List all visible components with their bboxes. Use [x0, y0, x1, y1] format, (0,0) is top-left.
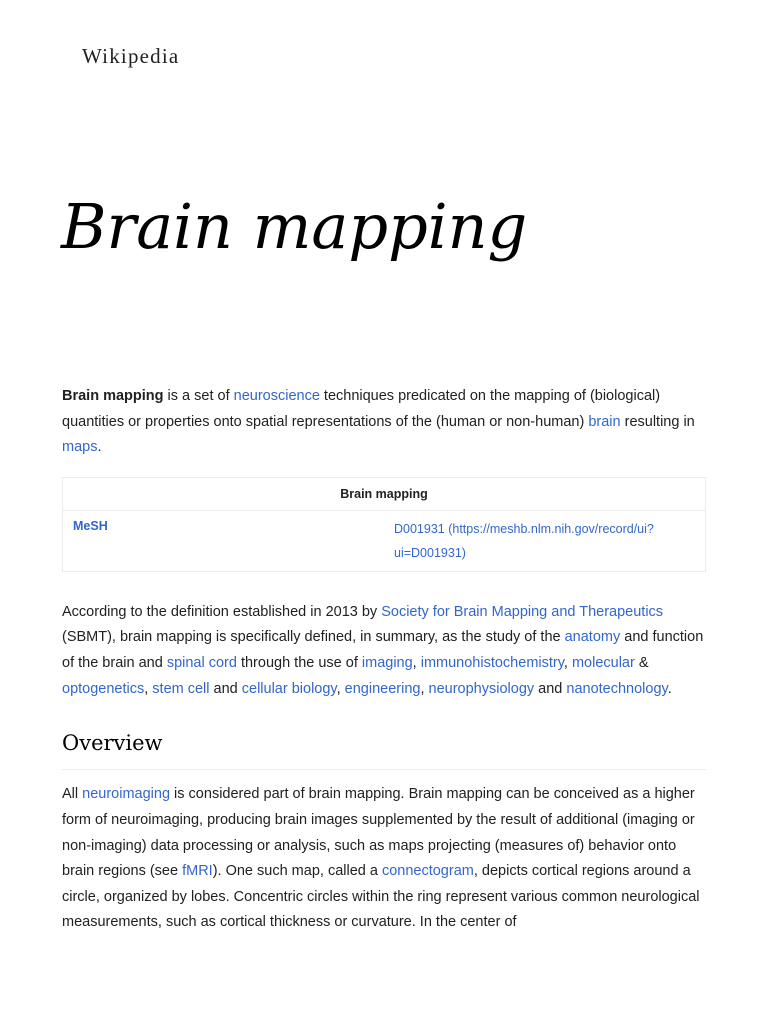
text: through the use of: [236, 654, 362, 671]
overview-paragraph: [62, 782, 706, 936]
link-neurophysiology[interactable]: neurophysiology: [428, 680, 535, 697]
text: &: [634, 654, 649, 671]
text: ,: [336, 680, 345, 697]
link-optogenetics[interactable]: optogenetics: [62, 680, 145, 697]
infobox-value-mesh-link[interactable]: D001931 (https://meshb.nlm.nih.gov/record/ui?ui=D001931): [394, 521, 654, 560]
text: (SBMT), brain mapping is specifically defined, in summary, as the study of the: [62, 629, 565, 646]
page-title: Brain mapping: [61, 190, 528, 263]
link-imaging[interactable]: imaging: [361, 654, 413, 671]
link-brain[interactable]: brain: [588, 413, 621, 430]
text: According to the definition established in 2013 by: [62, 603, 382, 620]
link-molecular[interactable]: molecular: [571, 654, 635, 671]
text: and function of the brain and: [62, 629, 704, 671]
link-spinal-cord[interactable]: spinal cord: [166, 654, 237, 671]
text: techniques predicated on the mapping of (biological) quantities or properties onto spatial representations of the (human or non-human): [62, 388, 661, 430]
text: and: [209, 680, 242, 697]
link-cellular-biology[interactable]: cellular biology: [241, 680, 337, 697]
link-neuroimaging[interactable]: neuroimaging: [82, 786, 171, 803]
text: is considered part of brain mapping. Brain mapping can be conceived as a higher form of neuroimaging, producing brain images supplemented by the result of additional (imaging or non-imaging) data processing or analysis, such as maps projecting (measures of) behavior onto brain regions (see: [62, 786, 695, 880]
link-society[interactable]: Society for Brain Mapping and Therapeutics: [381, 603, 664, 620]
link-neuroscience[interactable]: neuroscience: [233, 388, 320, 404]
text: ,: [420, 680, 429, 697]
intro-bold-term: Brain mapping: [62, 388, 164, 404]
infobox-row-mesh: [63, 511, 705, 571]
link-maps[interactable]: maps: [62, 439, 98, 456]
infobox-label-mesh[interactable]: MeSH: [73, 518, 108, 533]
link-engineering[interactable]: engineering: [344, 680, 421, 697]
text: .: [667, 680, 672, 697]
wikipedia-wordmark[interactable]: Wikipedia: [82, 44, 180, 68]
text: and: [534, 680, 567, 697]
link-nanotechnology[interactable]: nanotechnology: [566, 680, 668, 697]
link-immunohistochemistry[interactable]: immunohistochemistry: [420, 654, 564, 671]
definition-paragraph: [62, 600, 706, 702]
text: ,: [412, 654, 421, 671]
infobox-title: Brain mapping: [63, 478, 705, 511]
text: resulting in: [620, 413, 695, 430]
text: All: [62, 786, 83, 803]
link-stem-cell[interactable]: stem cell: [152, 680, 210, 697]
text: is a set of: [163, 388, 234, 404]
link-anatomy[interactable]: anatomy: [564, 629, 621, 646]
text: .: [97, 439, 102, 456]
text: ). One such map, called a: [212, 863, 382, 880]
article-body: [62, 384, 706, 936]
link-fmri[interactable]: fMRI: [182, 863, 213, 880]
link-connectogram[interactable]: connectogram: [381, 863, 474, 880]
text: , depicts cortical regions around a circle, organized by lobes. Concentric circles within the ring represent various common neurological measurements, such as cortical thickness or curvature. In the center of: [62, 863, 700, 931]
intro-paragraph: [62, 384, 706, 461]
infobox: [62, 477, 706, 572]
text: ,: [144, 680, 153, 697]
text: ,: [563, 654, 572, 671]
section-heading-overview: Overview: [62, 730, 706, 770]
